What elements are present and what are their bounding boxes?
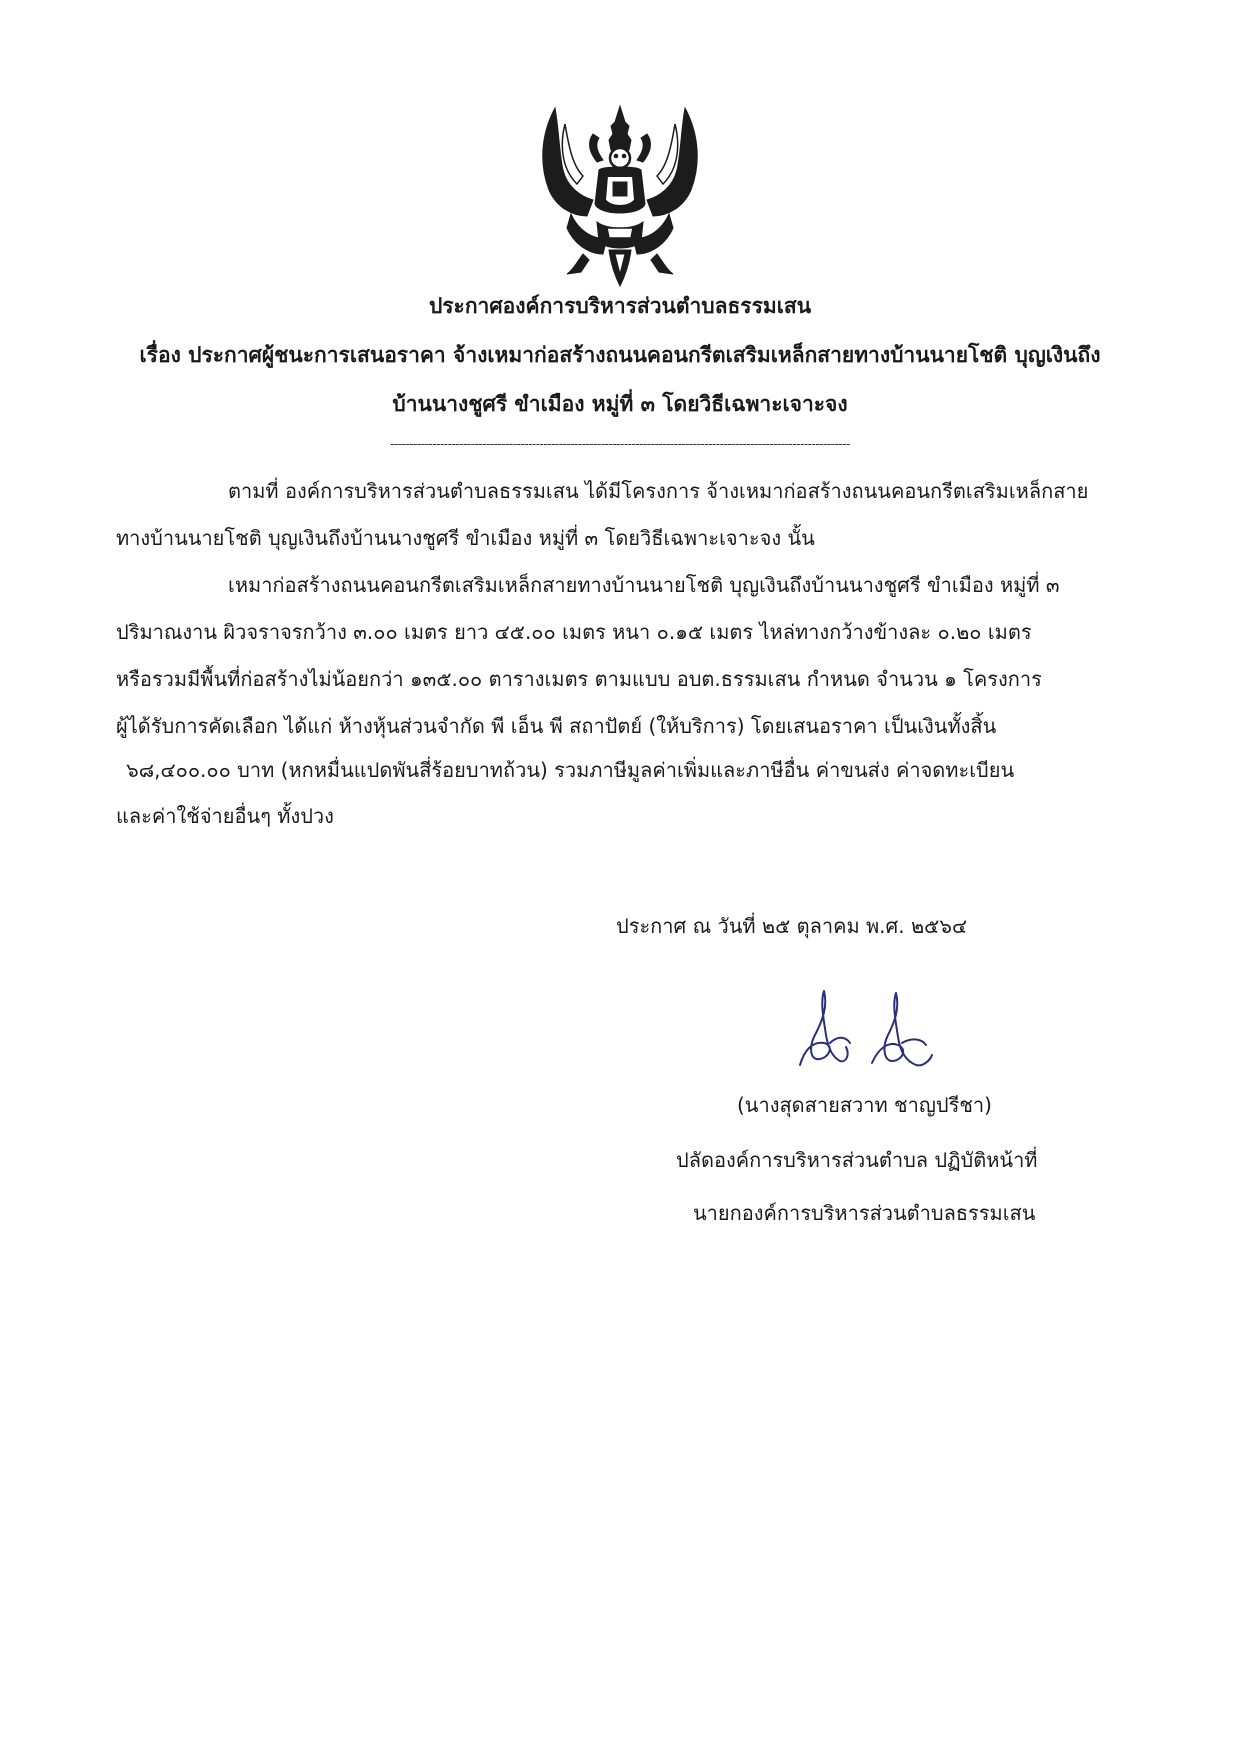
paragraph-2-line-5: ๖๘,๔๐๐.๐๐ บาท (หกหมื่นแปดพันสี่ร้อยบาทถ้วน) รวมภาษีมูลค่าเพิ่มและภาษีอื่น ค่าขนส่ง ค่าจดทะเบียน — [126, 758, 1015, 782]
paragraph-2-line-4: ผู้ได้รับการคัดเลือก ได้แก่ ห้างหุ้นส่วนจำกัด พี เอ็น พี สถาปัตย์ (ให้บริการ) โดยเสนอราคา เป็นเงินทั้งสิ้น — [116, 714, 997, 738]
garuda-emblem — [537, 104, 703, 288]
subject-line-1: เรื่อง ประกาศผู้ชนะการเสนอราคา จ้างเหมาก่อสร้างถนนคอนกรีตเสริมเหล็กสายทางบ้านนายโชติ บุญเงินถึง — [139, 343, 1101, 367]
announce-date: ประกาศ ณ วันที่ ๒๕ ตุลาคม พ.ศ. ๒๕๖๔ — [616, 914, 968, 938]
subject-line-2: บ้านนางชูศรี ขำเมือง หมู่ที่ ๓ โดยวิธีเฉพาะเจาะจง — [392, 392, 848, 416]
paragraph-2-line-6: และค่าใช้จ่ายอื่นๆ ทั้งปวง — [116, 804, 334, 828]
paragraph-1-line-2: ทางบ้านนายโชติ บุญเงินถึงบ้านนางชูศรี ขำเมือง หมู่ที่ ๓ โดยวิธีเฉพาะเจาะจง นั้น — [116, 526, 815, 550]
divider: ------------------------------------------------------------------------------------------------------------------------ — [390, 437, 850, 451]
document-title: ประกาศองค์การบริหารส่วนตำบลธรรมเสน — [428, 294, 812, 318]
paragraph-2-line-3: หรือรวมมีพื้นที่ก่อสร้างไม่น้อยกว่า ๑๓๕.๐๐ ตารางเมตร ตามแบบ อบต.ธรรมเสน กำหนด จำนวน ๑ โครงการ — [116, 667, 1042, 691]
signatory-position-line-2: นายกองค์การบริหารส่วนตำบลธรรมเสน — [693, 1201, 1036, 1225]
paragraph-2-line-1: เหมาก่อสร้างถนนคอนกรีตเสริมเหล็กสายทางบ้านนายโชติ บุญเงินถึงบ้านนางชูศรี ขำเมือง หมู่ที่ ๓ — [228, 573, 1060, 597]
signatory-name: (นางสุดสายสวาท ชาญปรีชา) — [737, 1093, 992, 1117]
signature — [790, 985, 950, 1075]
paragraph-2-line-2: ปริมาณงาน ผิวจราจรกว้าง ๓.๐๐ เมตร ยาว ๔๕.๐๐ เมตร หนา ๐.๑๕ เมตร ไหล่ทางกว้างข้างละ ๐.๒๐ เมตร — [116, 620, 1032, 644]
signatory-position-line-1: ปลัดองค์การบริหารส่วนตำบล ปฏิบัติหน้าที่ — [676, 1148, 1038, 1172]
paragraph-1-line-1: ตามที่ องค์การบริหารส่วนตำบลธรรมเสน ได้มีโครงการ จ้างเหมาก่อสร้างถนนคอนกรีตเสริมเหล็กสาย — [228, 479, 1089, 503]
